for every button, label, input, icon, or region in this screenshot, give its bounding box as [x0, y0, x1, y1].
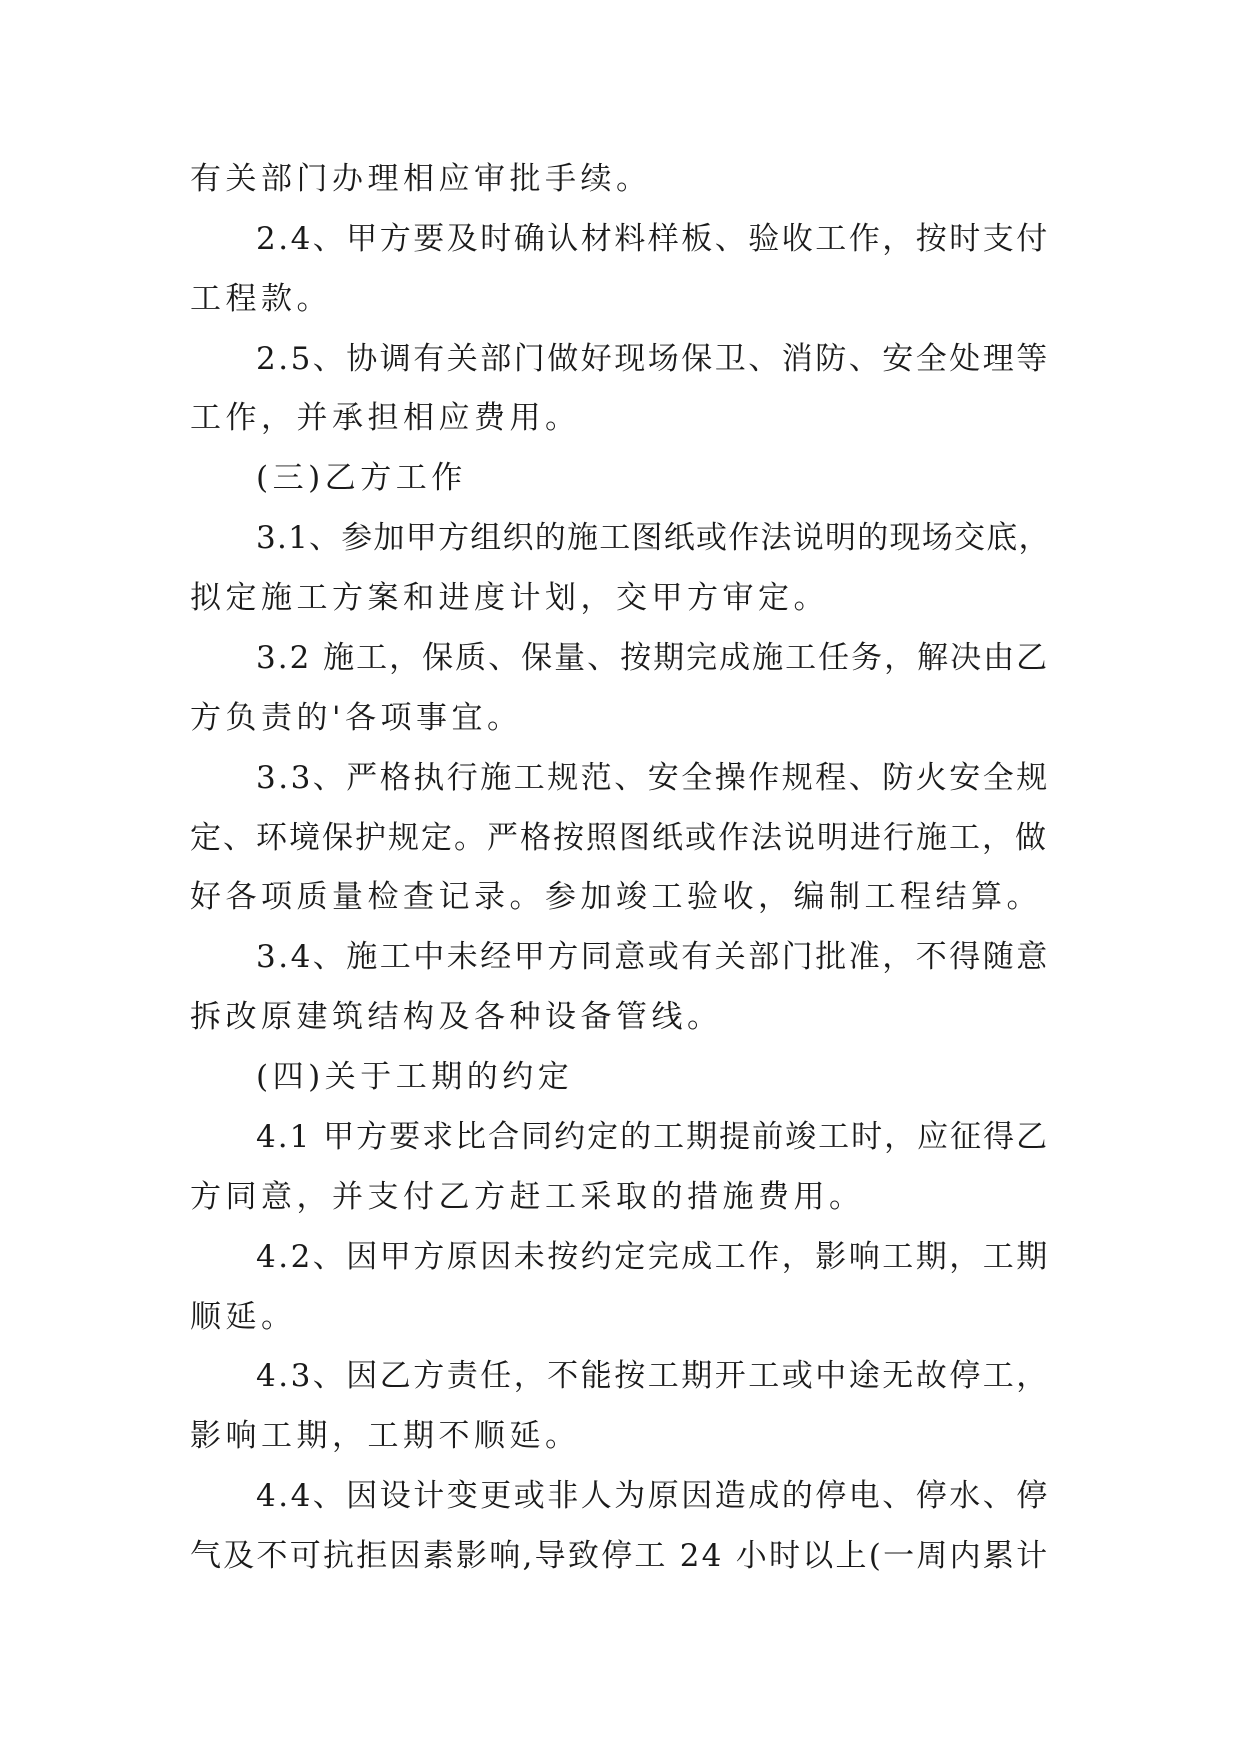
- paragraph-line: 4.2、因甲方原因未按约定完成工作，影响工期，工期: [256, 1239, 1050, 1275]
- text-line: 工程款。: [190, 281, 332, 317]
- paragraph-line: 4.1 甲方要求比合同约定的工期提前竣工时，应征得乙: [256, 1119, 1050, 1155]
- paragraph-line: 2.5、协调有关部门做好现场保卫、消防、安全处理等: [256, 341, 1050, 377]
- text-line: 方负责的'各项事宜。: [190, 700, 523, 736]
- paragraph-line: 3.4、施工中未经甲方同意或有关部门批准，不得随意: [256, 939, 1050, 975]
- text-line: 拟定施工方案和进度计划，交甲方审定。: [190, 580, 829, 616]
- text-line: 影响工期，工期不顺延。: [190, 1418, 581, 1454]
- paragraph-line: 4.3、因乙方责任，不能按工期开工或中途无故停工，: [256, 1358, 1050, 1394]
- paragraph-line: 2.4、甲方要及时确认材料样板、验收工作，按时支付: [256, 221, 1050, 257]
- paragraph-line: 3.3、严格执行施工规范、安全操作规程、防火安全规: [256, 760, 1050, 796]
- text-line: 方同意，并支付乙方赶工采取的措施费用。: [190, 1179, 865, 1215]
- text-line: 气及不可抗拒因素影响,导致停工 24 小时以上(一周内累计: [190, 1538, 1050, 1574]
- paragraph-line: 4.4、因设计变更或非人为原因造成的停电、停水、停: [256, 1478, 1050, 1514]
- text-line: 顺延。: [190, 1299, 297, 1335]
- text-line: 有关部门办理相应审批手续。: [190, 161, 652, 197]
- section-heading: (三)乙方工作: [256, 460, 467, 496]
- text-line: 拆改原建筑结构及各种设备管线。: [190, 999, 723, 1035]
- text-line: 定、环境保护规定。严格按照图纸或作法说明进行施工，做: [190, 820, 1048, 856]
- text-line: 好各项质量检查记录。参加竣工验收，编制工程结算。: [190, 879, 1042, 915]
- text-line: 工作，并承担相应费用。: [190, 400, 581, 436]
- paragraph-line: 3.1、参加甲方组织的施工图纸或作法说明的现场交底，: [256, 520, 1051, 556]
- paragraph-line: 3.2 施工，保质、保量、按期完成施工任务，解决由乙: [256, 640, 1050, 676]
- section-heading: (四)关于工期的约定: [256, 1059, 574, 1095]
